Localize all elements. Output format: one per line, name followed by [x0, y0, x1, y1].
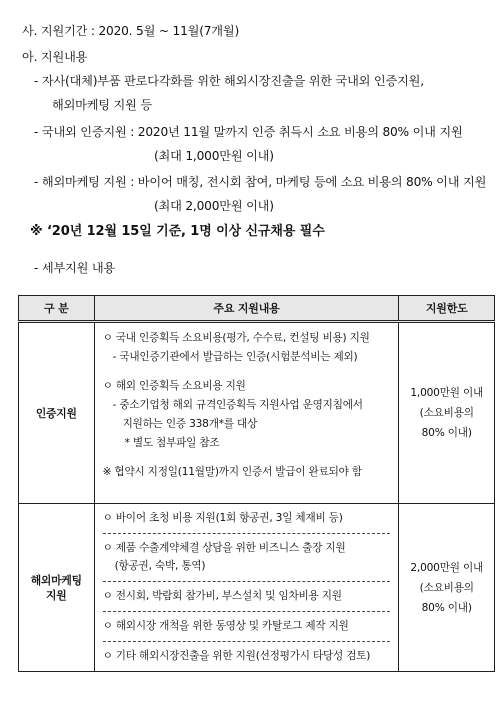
header-category: 구 분 — [19, 296, 95, 322]
support-period: 사. 지원기간 : 2020. 5월 ~ 11월(7개월) — [22, 24, 240, 38]
bullet-2-line-1: - 국내외 인증지원 : 2020년 11월 말까지 인증 취득시 소요 비용의 80% 이내 지원 — [34, 125, 463, 139]
support-table — [18, 295, 495, 672]
list-item: ㅇ 바이어 초청 비용 지원(1회 항공권, 3일 체재비 등) — [103, 504, 391, 534]
list-item: ㅇ 전시회, 박람회 참가비, 부스설치 및 임차비용 지원 — [103, 582, 391, 612]
list-item: ㅇ 국내 인증획득 소요비용(평가, 수수료, 컨설팅 비용) 지원 — [102, 332, 370, 344]
list-item: ㅇ 제품 수출계약체결 상담을 위한 비즈니스 출장 지원 (항공권, 숙박, 통역) — [103, 534, 391, 582]
bullet-2-line-2: (최대 1,000만원 이내) — [154, 149, 274, 163]
hiring-notice: ※ ‘20년 12월 15일 기준, 1명 이상 신규채용 필수 — [30, 224, 325, 239]
list-item: * 별도 첨부파일 참조 — [124, 437, 220, 449]
header-limit: 지원한도 — [399, 296, 495, 322]
list-item: ※ 협약시 지정일(11월말)까지 인증서 발급이 완료되야 함 — [102, 466, 362, 478]
limit-amount: 1,000만원 이내 — [410, 387, 484, 399]
bullet-3-line-1: - 해외마케팅 지원 : 바이어 매칭, 전시회 참여, 마케팅 등에 소요 비용의 80% 이내 지원 — [34, 175, 487, 189]
list-item: ㅇ 해외시장 개척을 위한 동영상 및 카탈로그 제작 지원 — [103, 612, 391, 642]
bullet-1-line-2: 해외마케팅 지원 등 — [52, 98, 152, 112]
detail-heading: - 세부지원 내용 — [34, 261, 115, 275]
table-header-row — [19, 296, 495, 322]
bullet-1-line-1: - 자사(대체)부품 판로다각화를 위한 해외시장진출을 위한 국내외 인증지원, — [34, 74, 424, 88]
list-item: 지원하는 인증 338개*를 대상 — [122, 418, 258, 430]
marketing-content — [94, 504, 399, 672]
marketing-limit — [399, 504, 495, 672]
list-item: ㅇ 해외 인증획득 소요비용 지원 — [102, 380, 246, 392]
list-item: - 국내인증기관에서 발급하는 인증(시험분석비는 제외) — [112, 351, 358, 363]
limit-percent: 80% 이내) — [421, 601, 472, 614]
category-cert: 인증지원 — [19, 322, 95, 504]
category-marketing-line-1: 해외마케팅 — [30, 573, 82, 587]
cert-limit — [399, 322, 495, 504]
list-item: ㅇ 기타 해외시장진출을 위한 지원(선정평가시 타당성 검토) — [102, 650, 371, 662]
category-marketing — [19, 504, 95, 672]
table-row-cert — [19, 322, 495, 504]
bullet-3-line-2: (최대 2,000만원 이내) — [154, 199, 274, 213]
content-heading: 아. 지원내용 — [22, 50, 88, 64]
limit-amount: 2,000만원 이내 — [410, 561, 484, 574]
table-row-marketing — [19, 504, 495, 672]
category-marketing-line-2: 지원 — [46, 588, 67, 602]
cert-content — [94, 322, 399, 504]
header-content: 주요 지원내용 — [94, 296, 399, 322]
limit-percent: 80% 이내) — [421, 427, 472, 439]
list-item: - 중소기업청 해외 규격인증획득 지원사업 운영지침에서 — [112, 399, 363, 411]
limit-note: (소요비용의 — [419, 407, 474, 419]
limit-note: (소요비용의 — [419, 581, 474, 594]
